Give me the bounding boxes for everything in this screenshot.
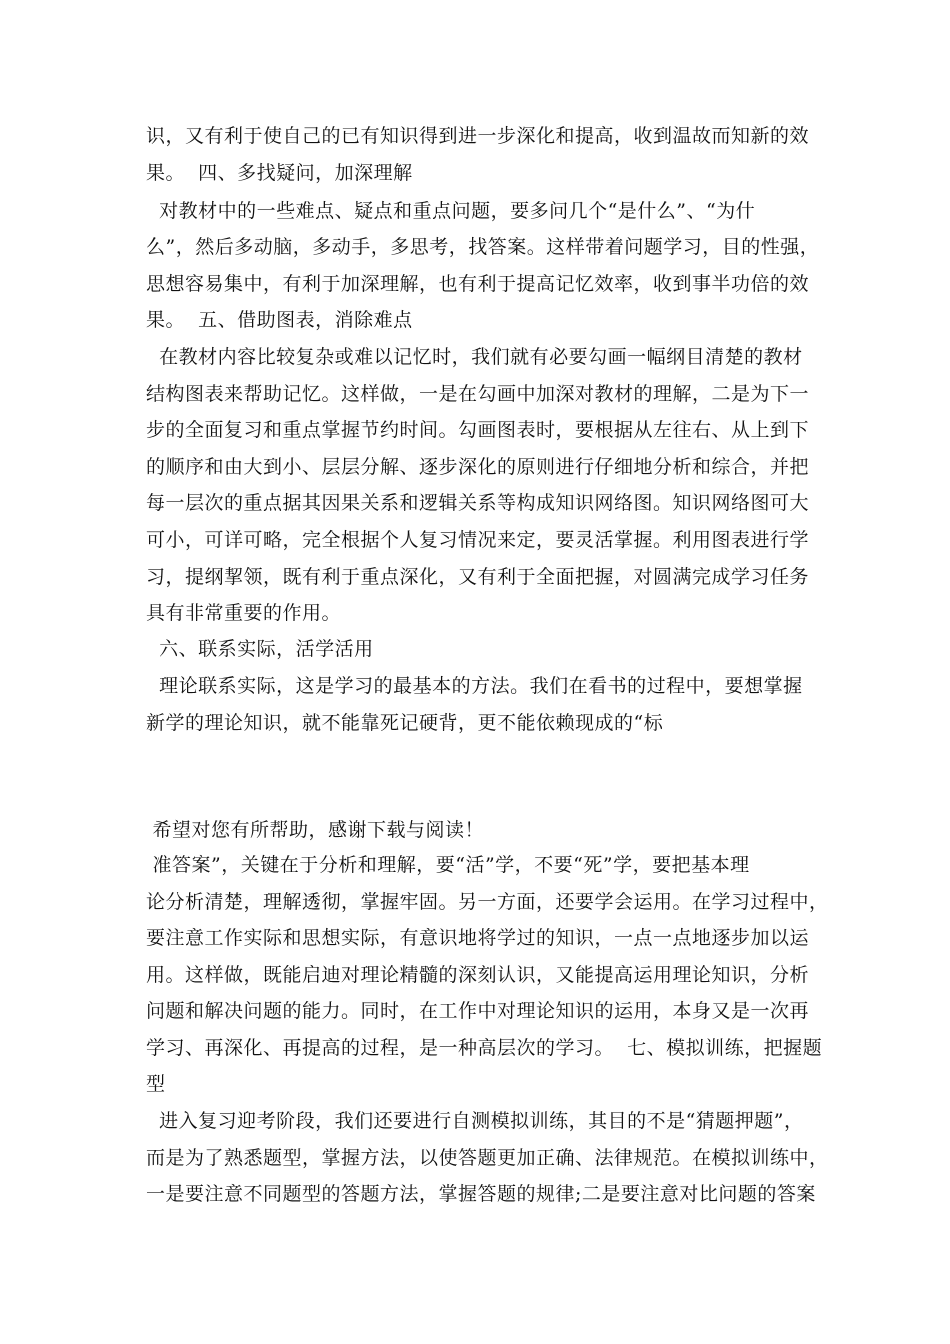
text-line: 结构图表来帮助记忆。这样做，一是在勾画中加深对教材的理解，二是为下一	[146, 383, 810, 405]
text-line: 习，提纲挈领，既有利于重点深化，又有利于全面把握，对圆满完成学习任务	[146, 566, 810, 588]
text-line: 的顺序和由大到小、层层分解、逐步深化的原则进行仔细地分析和综合，并把	[146, 456, 810, 478]
text-line: 用。这样做，既能启迪对理论精髓的深刻认识，又能提高运用理论知识，分析	[146, 964, 810, 986]
text-line: 果。 四、多找疑问，加深理解	[146, 162, 413, 184]
text-line: 一是要注意不同题型的答题方法，掌握答题的规律;二是要注意对比问题的答案	[146, 1183, 816, 1205]
text-line: 学习、再深化、再提高的过程，是一种高层次的学习。 七、模拟训练，把握题	[146, 1037, 823, 1059]
text-line: 识，又有利于使自己的已有知识得到进一步深化和提高，收到温故而知新的效	[146, 125, 810, 147]
thanks-note: 希望对您有所帮助，感谢下载与阅读！	[146, 819, 485, 841]
text-line: 要注意工作实际和思想实际，有意识地将学过的知识，一点一点地逐步加以运	[146, 927, 810, 949]
section-heading: 六、联系实际，活学活用	[146, 638, 374, 660]
text-line: 而是为了熟悉题型，掌握方法，以使答题更加正确、法律规范。在模拟训练中，	[146, 1147, 829, 1169]
text-line: 可小，可详可略，完全根据个人复习情况来定，要灵活掌握。利用图表进行学	[146, 529, 810, 551]
text-line: 理论联系实际，这是学习的最基本的方法。我们在看书的过程中，要想掌握	[146, 675, 803, 697]
text-line: 么”，然后多动脑，多动手，多思考，找答案。这样带着问题学习，目的性强，	[146, 236, 820, 258]
text-line: 进入复习迎考阶段，我们还要进行自测模拟训练，其目的不是“猜题押题”，	[146, 1110, 804, 1132]
text-line: 步的全面复习和重点掌握节约时间。勾画图表时，要根据从左往右、从上到下	[146, 419, 810, 441]
text-line: 论分析清楚，理解透彻，掌握牢固。另一方面，还要学会运用。在学习过程中，	[146, 891, 829, 913]
text-line: 每一层次的重点据其因果关系和逻辑关系等构成知识网络图。知识网络图可大	[146, 492, 810, 514]
text-line: 型	[146, 1073, 166, 1095]
text-line: 准答案”，关键在于分析和理解，要“活”学，不要“死”学，要把基本理	[146, 854, 750, 876]
text-line: 思想容易集中，有利于加深理解，也有利于提高记忆效率，收到事半功倍的效	[146, 273, 810, 295]
text-line: 新学的理论知识，就不能靠死记硬背，更不能依赖现成的“标	[146, 712, 664, 734]
text-line: 在教材内容比较复杂或难以记忆时，我们就有必要勾画一幅纲目清楚的教材	[146, 346, 803, 368]
text-line: 问题和解决问题的能力。同时，在工作中对理论知识的运用，本身又是一次再	[146, 1000, 810, 1022]
text-line: 对教材中的一些难点、疑点和重点问题，要多问几个“是什么”、“为什	[146, 200, 756, 222]
text-line: 果。 五、借助图表，消除难点	[146, 309, 413, 331]
text-line: 具有非常重要的作用。	[146, 602, 342, 624]
